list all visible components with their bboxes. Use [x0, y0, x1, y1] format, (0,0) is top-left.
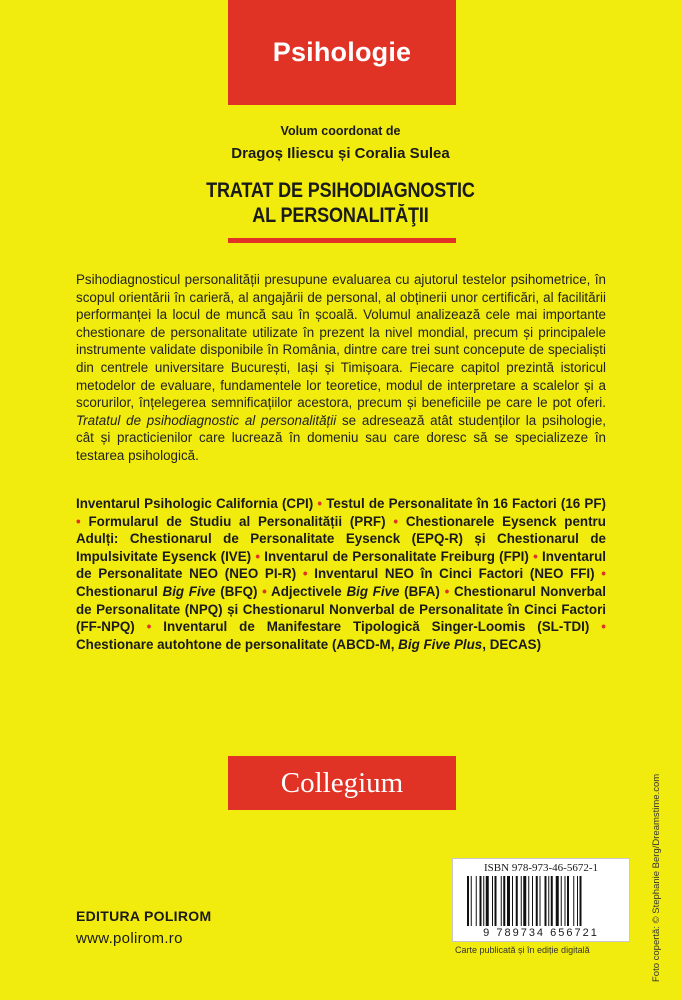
title-underline [228, 238, 456, 243]
inventory-item: Inventarul de Personalitate NEO (NEO PI-R) [76, 548, 606, 582]
inventory-autohtone: Chestionare autohtone de personalitate (ABCD-M, Big Five Plus, DECAS) [76, 636, 542, 652]
bullet-icon: • [76, 513, 81, 529]
publisher-website: www.polirom.ro [76, 930, 183, 947]
inventory-item: Inventarul Psihologic California (CPI) [76, 496, 314, 511]
isbn-number: ISBN 978-973-46-5672-1 [484, 862, 598, 874]
inventory-bfq: Chestionarul Big Five (BFQ) [76, 583, 258, 599]
bullet-icon: • [601, 566, 606, 582]
bullet-icon: • [255, 548, 261, 564]
description-intro: Psihodiagnosticul personalității presupune evaluarea cu ajutorul testelor psihometrice, în scopul orientării în carieră, al angajării de personal, al obținerii unor certificări, al facilitării performanței la locul de muncă sau în școală. Volumul analizează cele mai importante chestionare de personalitate utilizate în prezent la nivel mondial, precum și principalele instrumente validate disponibile în România, dintre care trei sunt concepute de specialiști din centrele universitare București, Iași și Timișoara. Fiecare capitol prezintă istoricul metodelor de evaluare, fundamentele lor teoretice, modul de interpretare a scalelor și a scorurilor, înțelegerea semnificațiilor acestora, precum și beneficiile pe care le pot oferi. [76, 272, 606, 411]
series-banner [228, 0, 456, 105]
barcode-digits: 9 789734 656721 [483, 927, 599, 939]
description-paragraph [76, 271, 606, 465]
bullet-icon: • [146, 619, 152, 635]
bullet-icon: • [393, 513, 399, 529]
bullet-icon: • [302, 566, 308, 582]
book-title-line-2: AL PERSONALITĂŢII [252, 204, 429, 227]
publisher-logo: Collegium [280, 766, 404, 799]
inventory-item: Inventarul NEO în Cinci Factori (NEO FFI) [314, 566, 595, 582]
publisher-logo-banner [228, 756, 456, 810]
bullet-icon: • [317, 496, 323, 511]
inventory-item: Chestionarele Eysenck pentru Adulți: Chestionarul de Personalitate Eysenck (EPQ-R) și Chestionarul de Impulsivitate Eysenck (IVE) [76, 513, 606, 564]
digital-edition-note: Carte publicată și în ediție digitală [455, 945, 590, 955]
photo-credit: Foto copertă: © Stephanie Berg/Dreamstime.com [651, 773, 662, 982]
publisher-name: EDITURA POLIROM [76, 908, 212, 924]
inventory-item: Inventarul de Personalitate Freiburg (FPI) [264, 548, 529, 564]
series-label: Psihologie [272, 37, 412, 67]
coordinator-names: Dragoș Iliescu și Coralia Sulea [231, 145, 450, 162]
inventory-item: Testul de Personalitate în 16 Factori (16 PF) [326, 496, 606, 511]
coordination-label: Volum coordonat de [280, 124, 401, 138]
description-outro: se adresează atât studenților la psihologie, cât și practicienilor care lucrează în domeniu sau care doresc să se specializeze în testarea psihologică. [76, 412, 606, 463]
description-book-title: Tratatul de psihodiagnostic al personalității [76, 412, 337, 428]
book-title-line-1: TRATAT DE PSIHODIAGNOSTIC [206, 179, 475, 202]
inventory-item: Inventarul de Manifestare Tipologică Singer-Loomis (SL-TDI) [163, 619, 590, 635]
bullet-icon: • [262, 583, 267, 599]
inventory-list [76, 495, 606, 653]
isbn-barcode [452, 858, 630, 942]
inventory-item: Formularul de Studiu al Personalității (PRF) [88, 513, 386, 529]
bullet-icon: • [533, 548, 538, 564]
bullet-icon: • [601, 619, 606, 635]
inventory-bfa: Adjectivele Big Five (BFA) [271, 583, 440, 599]
inventory-item: Chestionarul Nonverbal de Personalitate (NPQ) și Chestionarul Nonverbal de Personalitate în Cinci Factori (FF-NPQ) [76, 583, 606, 635]
bullet-icon: • [444, 583, 450, 599]
barcode-icon [467, 876, 615, 926]
